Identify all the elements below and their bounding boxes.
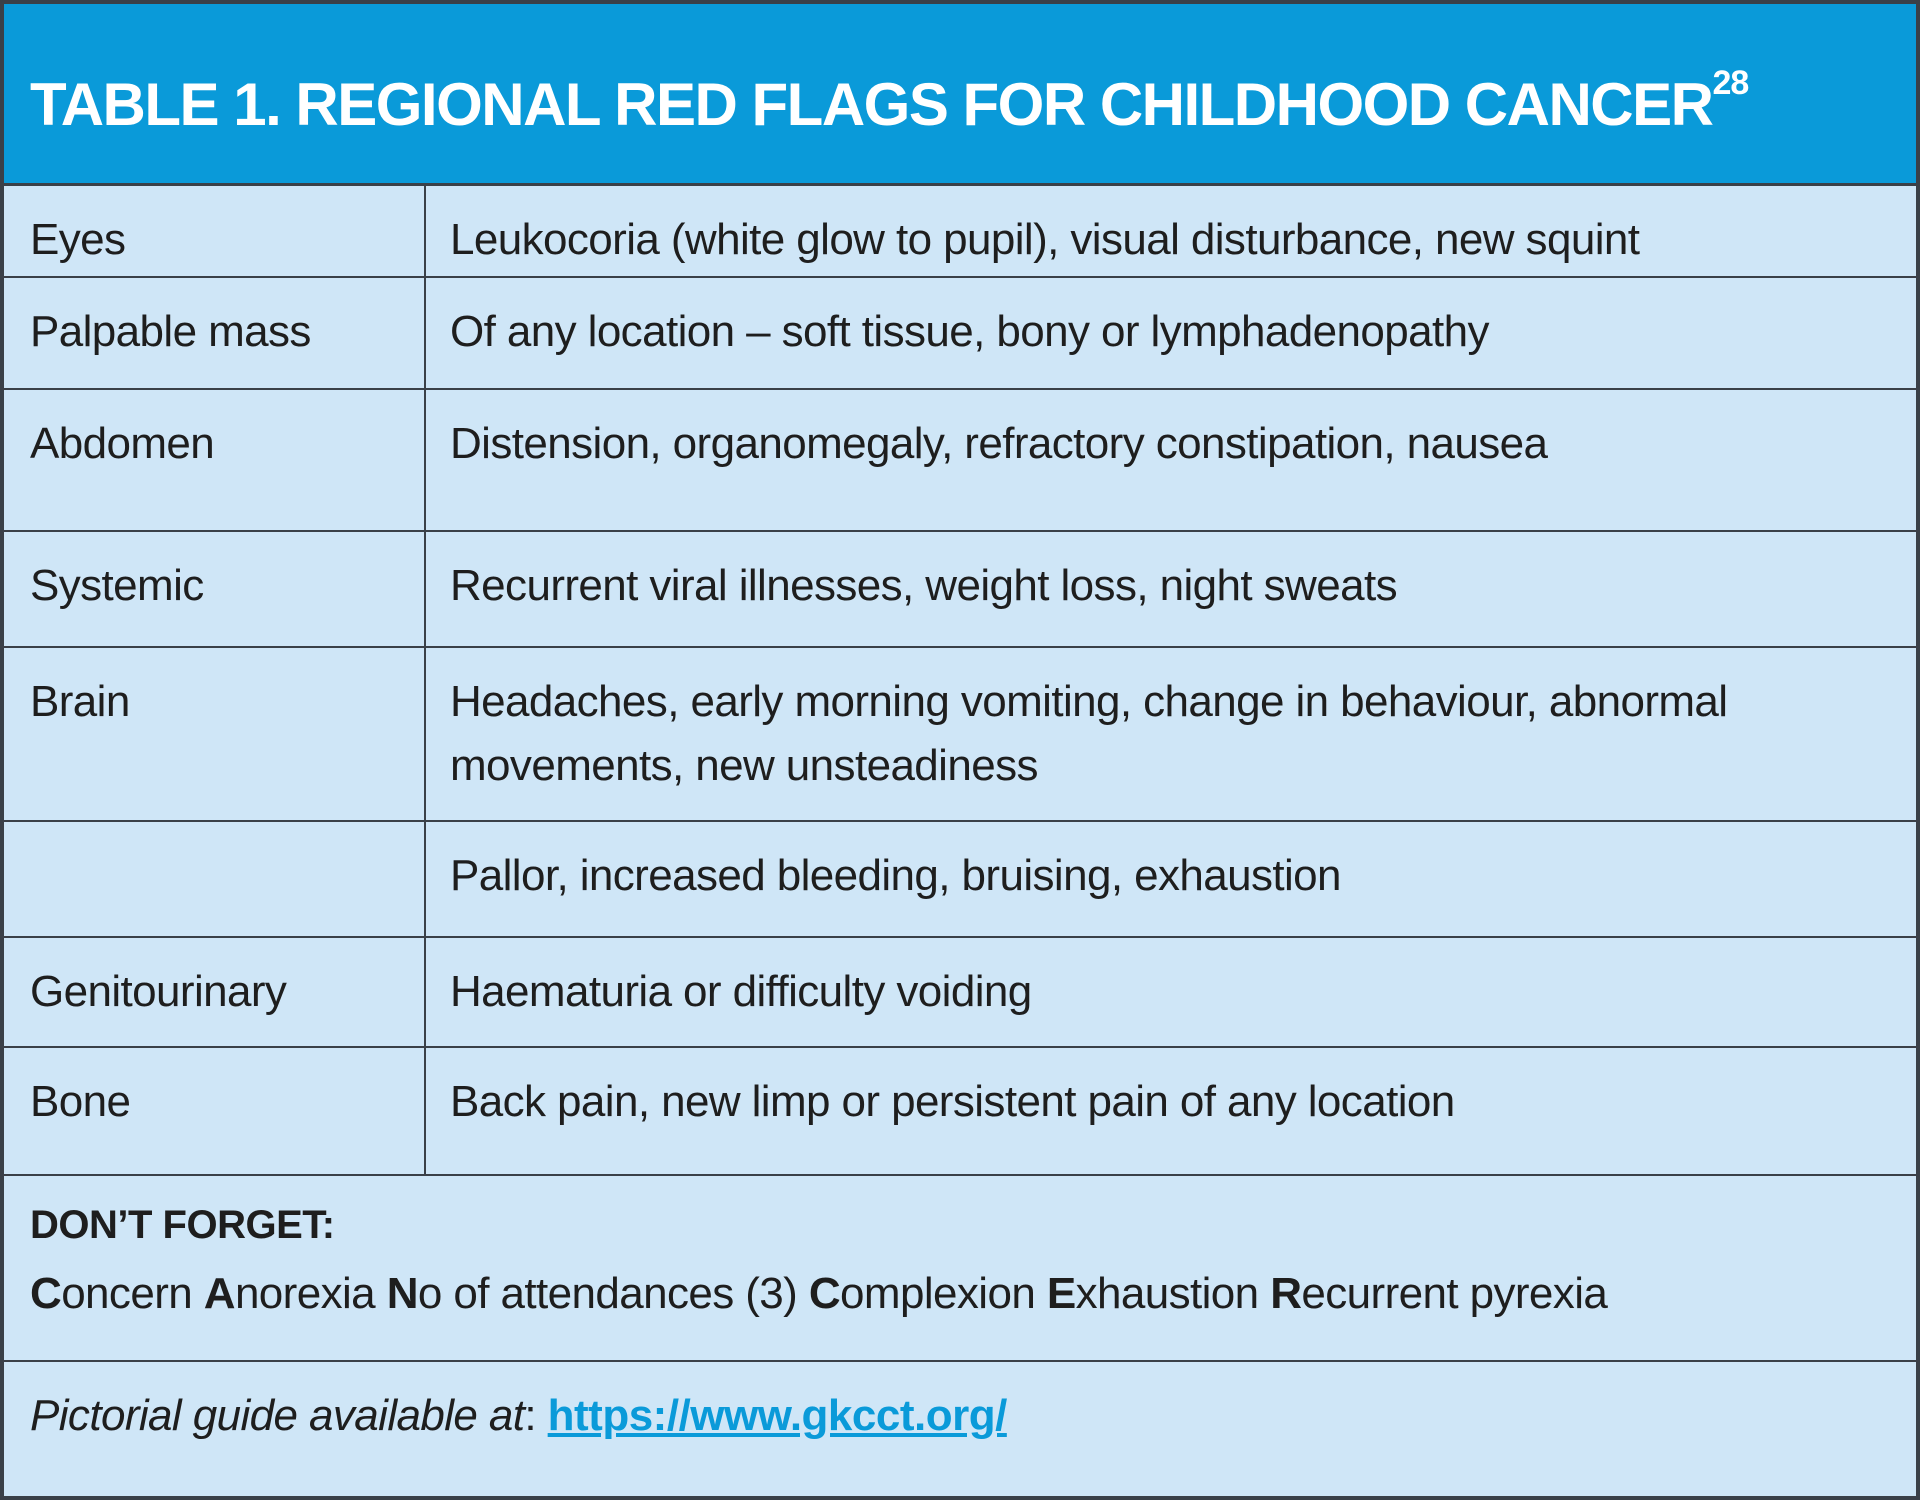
acronym-word: xhaustion — [1075, 1269, 1271, 1318]
symptom-cell: Of any location – soft tissue, bony or lymphadenopathy — [450, 307, 1489, 356]
red-flags-table — [4, 186, 1916, 1176]
acronym-letter: N — [386, 1269, 418, 1318]
pictorial-guide-line — [30, 1384, 1916, 1448]
reference-superscript: 28 — [1712, 64, 1749, 102]
acronym-word: o of attendances (3) — [417, 1269, 809, 1318]
symptom-cell: Haematuria or difficulty voiding — [450, 967, 1032, 1016]
table-row — [4, 822, 1916, 938]
table-row — [4, 390, 1916, 532]
symptom-cell: Headaches, early morning vomiting, change in behaviour, abnormal movements, new unsteadiness — [450, 677, 1728, 790]
acronym-letter: A — [203, 1269, 235, 1318]
table-title-bar — [4, 4, 1916, 186]
table-row — [4, 278, 1916, 390]
table-row — [4, 186, 1916, 278]
table-row — [4, 532, 1916, 648]
table-title — [30, 58, 1748, 140]
symptom-cell: Leukocoria (white glow to pupil), visual disturbance, new squint — [450, 215, 1640, 264]
table-row — [4, 938, 1916, 1048]
region-cell: Abdomen — [4, 390, 426, 530]
guide-colon: : — [524, 1391, 548, 1440]
acronym-letter: E — [1046, 1269, 1076, 1318]
dont-forget-section — [4, 1176, 1916, 1362]
region-cell: Bone — [4, 1048, 426, 1174]
region-cell: Genitourinary — [4, 938, 426, 1046]
acronym-word: omplexion — [840, 1269, 1047, 1318]
dont-forget-heading: DON’T FORGET: — [30, 1203, 335, 1247]
acronym-letter: R — [1270, 1269, 1302, 1318]
symptom-cell: Recurrent viral illnesses, weight loss, night sweats — [450, 561, 1397, 610]
region-cell: Brain — [4, 648, 426, 820]
region-cell: Systemic — [4, 532, 426, 646]
pictorial-guide-section — [4, 1362, 1916, 1496]
cancer-acronym — [30, 1264, 1916, 1324]
acronym-letter: C — [30, 1269, 62, 1318]
acronym-word: oncern — [61, 1269, 204, 1318]
symptom-cell: Back pain, new limp or persistent pain of any location — [450, 1077, 1455, 1126]
symptom-cell: Pallor, increased bleeding, bruising, exhaustion — [450, 851, 1341, 900]
acronym-word: ecurrent pyrexia — [1301, 1269, 1608, 1318]
acronym-word: norexia — [234, 1269, 387, 1318]
symptom-cell: Distension, organomegaly, refractory constipation, nausea — [450, 419, 1548, 468]
region-cell: Eyes — [4, 186, 426, 276]
table-row — [4, 1048, 1916, 1176]
table-title-text: TABLE 1. REGIONAL RED FLAGS FOR CHILDHOOD CANCER — [30, 71, 1713, 138]
gkcct-link[interactable]: https://www.gkcct.org/ — [547, 1391, 1007, 1440]
region-cell — [4, 822, 426, 936]
table-row — [4, 648, 1916, 822]
region-cell: Palpable mass — [4, 278, 426, 388]
guide-label: Pictorial guide available at — [30, 1391, 525, 1440]
acronym-letter: C — [808, 1269, 841, 1318]
